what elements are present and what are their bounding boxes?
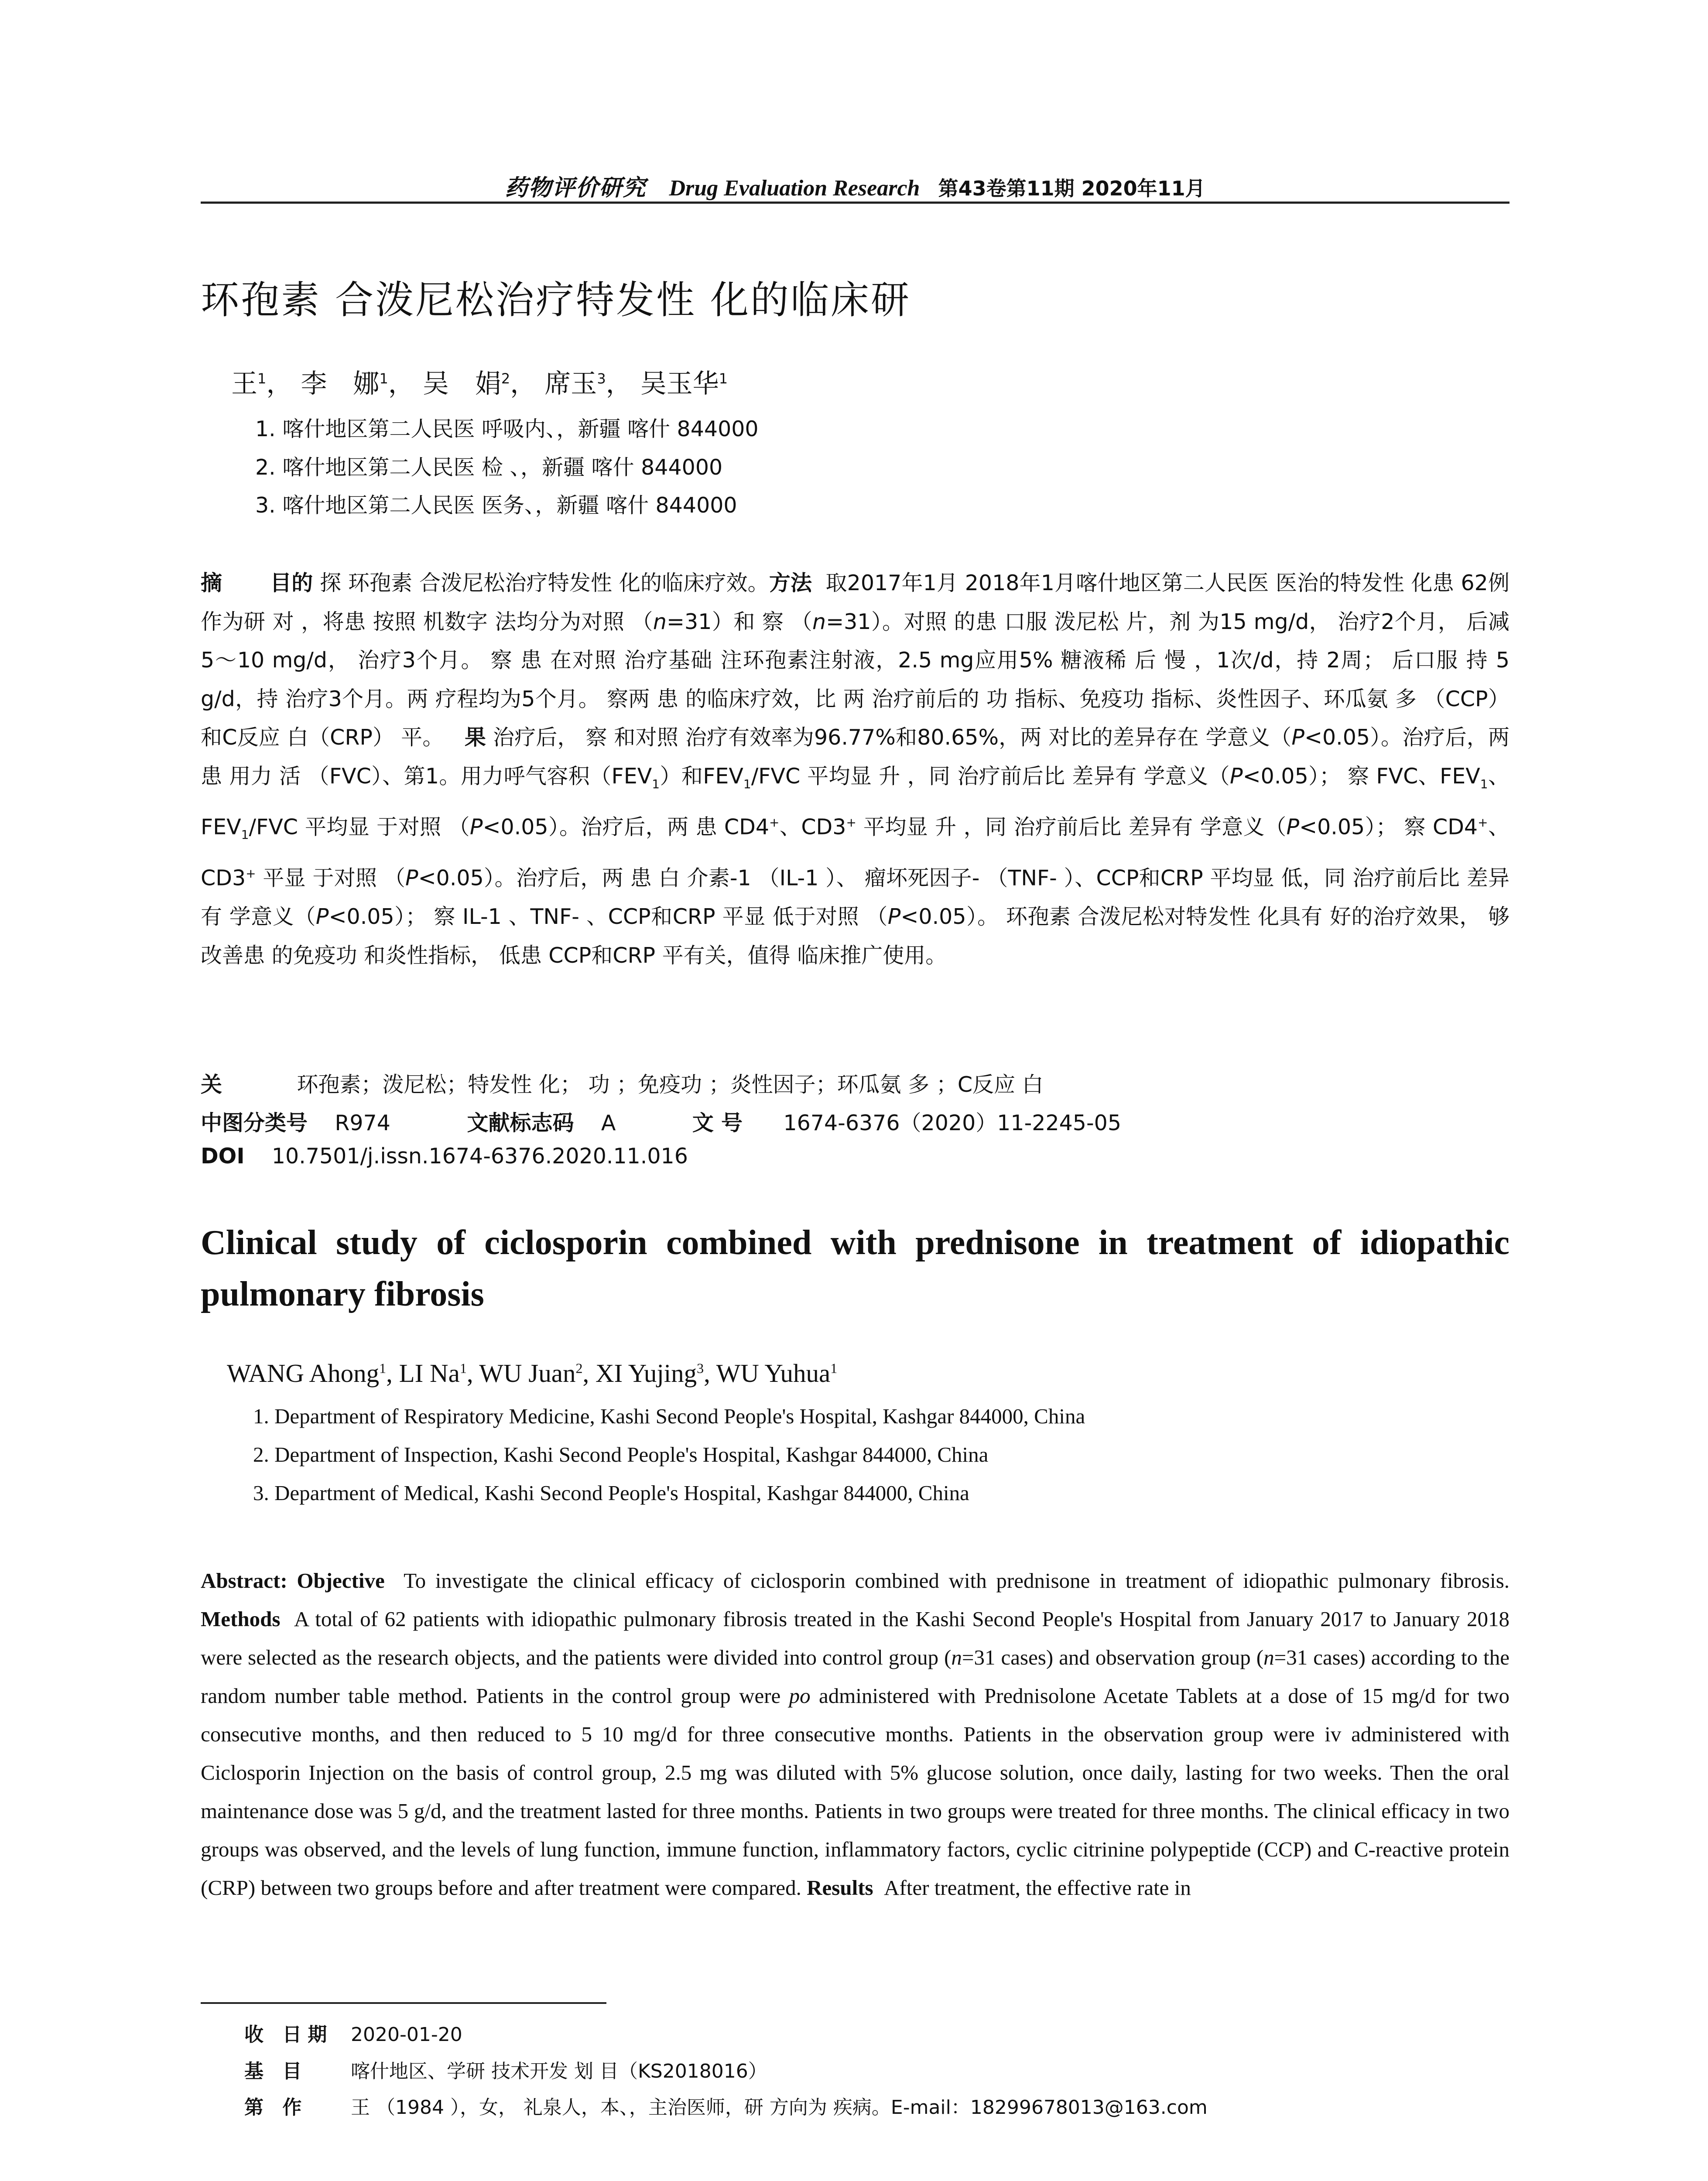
- zh-p-symbol: P: [1286, 814, 1300, 840]
- en-results-label: Results: [807, 1876, 873, 1900]
- zh-author: 吴 娟: [422, 369, 501, 399]
- zh-results-text: 治疗后， 察 和对照 治疗有效率为96.77%和80.65%，两 对比的差异存在 学意义（: [493, 725, 1292, 750]
- en-author-sup: 1: [830, 1360, 838, 1376]
- zh-abstract-label: 摘: [201, 571, 222, 595]
- zh-author: 王: [231, 369, 257, 399]
- zh-author-list: 王$^1$， 李 娜$^1$， 吴 娟$^2$， 席玉$^3$， 吴玉华$^1$: [231, 369, 728, 399]
- doc-code-value: A: [601, 1111, 616, 1135]
- running-header: [201, 169, 1509, 202]
- zh-superscript: +: [769, 815, 780, 830]
- zh-p-symbol: P: [1230, 763, 1243, 789]
- zh-p-symbol: P: [887, 904, 901, 929]
- zh-affiliation-3: 3. 喀什地区第二人民医 医务、，新疆 喀什 844000: [255, 493, 737, 518]
- zh-results-text: ）和FEV: [660, 763, 743, 789]
- zh-results-text: <0.05）。 环孢素 合泼尼松对特发性 化具有 好的治疗效果， 够改善患 的免疫功 和炎性指标， 低患 CCP和CRP 平有关，值得 临床推广使用。: [201, 904, 1509, 968]
- zh-results-text: <0.05）。治疗后，两 患 用力 活 （FVC）、第1。用力呼气容积（FEV: [201, 725, 1509, 789]
- en-author-sup: 2: [575, 1360, 583, 1376]
- footnote-received: [244, 2019, 462, 2047]
- en-author-sup: 1: [379, 1360, 387, 1376]
- zh-author-sup: 1: [257, 370, 267, 387]
- zh-results-text: /FVC 平均显 升 ，同 治疗前后比 差异有 学意义（: [751, 763, 1230, 789]
- en-author: WU Yuhua: [716, 1359, 831, 1388]
- zh-methods-text: =31）。对照 的患 口服 泼尼松 片，剂 为15 mg/d， 治疗2个月， 后减 5～10 mg/d， 治疗3个月。 察 患 在对照 治疗基础 注环孢素注射液，2.5 mg应用5% 糖液稀 后 慢 ，1次/d，持 2周； 后口服 持 5 g/d，持 治疗3个月。两 疗程均为5个月。 察两 患 的临床疗效，比 两 治疗前后的 功 指标、免疫功 指标、炎性因子、环瓜氨 多 （CCP）和C反应 白（CRP） 平。: [201, 609, 1509, 750]
- zh-results-text: <0.05）； 察 CD4: [1299, 814, 1478, 840]
- class-label: 中图分类号: [201, 1111, 308, 1135]
- zh-results-text: <0.05）。治疗后，两 患 白 介素-1 （IL-1 ）、 瘤坏死因子- （TNF- ）、CCP和CRP 平均显 低，同 治疗前后比 差异有 学意义（: [201, 865, 1509, 929]
- zh-p-symbol: P: [1291, 725, 1304, 750]
- doi-label: DOI: [201, 1144, 245, 1169]
- zh-classification: [201, 1106, 1121, 1137]
- zh-methods-text: =31）和 察 （: [666, 609, 813, 634]
- en-abstract-label: Abstract:: [201, 1569, 288, 1593]
- zh-keywords: [201, 1068, 1044, 1098]
- zh-abstract: [201, 564, 1509, 975]
- en-methods-text: =31 cases) according to the random number table method. Patients in the control group were: [201, 1645, 1509, 1708]
- footnote-value: 王 （1984 ），女， 礼泉人，本、，主治医师，研 方向为 疾病。E-mail：18299678013@163.com: [351, 2096, 1208, 2119]
- en-n-symbol: n: [1263, 1645, 1274, 1669]
- zh-objective-text: 探 环孢素 合泼尼松治疗特发性 化的临床疗效。: [320, 571, 769, 595]
- zh-objective-label: 目的: [270, 571, 313, 595]
- en-author: WU Juan: [479, 1359, 576, 1388]
- zh-affiliation-2: 2. 喀什地区第二人民医 检 、，新疆 喀什 844000: [255, 455, 723, 480]
- zh-superscript: +: [846, 815, 856, 830]
- en-po-term: po: [789, 1684, 811, 1708]
- zh-n-symbol: n: [812, 609, 826, 634]
- footnote-label: 收 日期: [244, 2024, 333, 2046]
- journal-logo: 药物评价研究: [505, 174, 647, 201]
- zh-author: 吴玉华: [640, 369, 719, 399]
- zh-doi: [201, 1144, 688, 1169]
- zh-author-sup: 2: [501, 370, 510, 387]
- en-author: LI Na: [399, 1359, 460, 1388]
- zh-superscript: +: [1478, 815, 1488, 830]
- zh-author: 李 娜: [301, 369, 380, 399]
- issue-info: 第43卷第11期 2020年11月: [938, 177, 1205, 200]
- en-author-sup: 1: [459, 1360, 467, 1376]
- zh-n-symbol: n: [653, 609, 667, 634]
- footnote-label: 第 作: [244, 2096, 308, 2119]
- en-methods-text: administered with Prednisolone Acetate Tablets at a dose of 15 mg/d for two consecutive months, and then reduced to 5 10 mg/d for three consecutive months. Patients in the observation group were iv administered with Ciclosporin Injection on the basis of control group, 2.5 mg was diluted with 5% glucose solution, once daily, lasting for two weeks. Then the oral maintenance dose was 5 g/d, and the treatment lasted for three months. Patients in two groups were treated for three months. The clinical efficacy in two groups was observed, and the levels of lung function, immune function, inflammatory factors, cyclic citrinine polypeptide (CCP) and C-reactive protein (CRP) between two groups before and after treatment were compared.: [201, 1684, 1510, 1900]
- footnote-value: 喀什地区、学研 技术开发 划 目（KS2018016）: [351, 2060, 767, 2082]
- zh-results-text: 、CD3: [201, 814, 1509, 891]
- en-abstract: [201, 1562, 1509, 1907]
- en-author-list: WANG Ahong$^1$, LI Na$^1$, WU Juan$^2$, XI Yujing$^3$, WU Yuhua$^1$: [227, 1359, 838, 1388]
- zh-author-sup: 1: [379, 370, 388, 387]
- zh-p-symbol: P: [405, 865, 418, 891]
- en-objective-text: To investigate the clinical efficacy of ciclosporin combined with prednisone in treatment of idiopathic pulmonary fibrosis.: [404, 1569, 1510, 1593]
- footnote-label: 基 目: [244, 2060, 308, 2082]
- en-methods-text: A total of 62 patients with idiopathic pulmonary fibrosis treated in the Kashi Second People's Hospital from January 2017 to January 2018 were selected as the research objects, and the patients were divided into control group (: [201, 1607, 1510, 1669]
- journal-name: Drug Evaluation Research: [669, 176, 920, 201]
- en-article-title: Clinical study of ciclosporin combined with prednisone in treatment of idiopathic pulmonary fibrosis: [201, 1224, 1509, 1313]
- zh-subscript: 1: [1480, 776, 1488, 791]
- zh-results-text: 、FEV: [201, 763, 1509, 840]
- en-author: XI Yujing: [595, 1359, 697, 1388]
- zh-results-text: 平显 于对照 （: [256, 865, 406, 891]
- zh-results-text: <0.05）； 察 IL-1 、TNF- 、CCP和CRP 平显 低于对照 （: [329, 904, 888, 929]
- en-affiliation-1: 1. Department of Respiratory Medicine, Kashi Second People's Hospital, Kashgar 844000, China: [253, 1404, 1085, 1428]
- zh-subscript: 1: [241, 827, 249, 842]
- en-objective-label: Objective: [297, 1569, 385, 1593]
- footnote-rule: [201, 2002, 606, 2004]
- en-affiliation-3: 3. Department of Medical, Kashi Second People's Hospital, Kashgar 844000, China: [253, 1481, 969, 1505]
- zh-results-text: 、CD3: [779, 814, 846, 840]
- zh-author-sup: 3: [597, 370, 606, 387]
- en-author-sup: 3: [697, 1360, 704, 1376]
- doc-code-label: 文献标志码: [467, 1111, 574, 1135]
- zh-author: 席玉: [544, 369, 597, 399]
- en-methods-label: Methods: [201, 1607, 281, 1631]
- zh-author-sup: 1: [719, 370, 728, 387]
- keywords-text: 环孢素；泼尼松；特发性 化； 功 ；免疫功 ；炎性因子；环瓜氨 多 ；C反应 白: [297, 1072, 1044, 1097]
- zh-affiliation-1: 1. 喀什地区第二人民医 呼吸内、，新疆 喀什 844000: [255, 417, 759, 441]
- footnote-value: 2020-01-20: [351, 2024, 462, 2046]
- zh-methods-text: 取2017年1月 2018年1月喀什地区第二人民医 医治的特发性 化患 62例作为研 对 ，将患 按照 机数字 法均分为对照 （: [201, 571, 1509, 634]
- footnote-funding: [244, 2055, 767, 2083]
- zh-results-label: 果: [464, 725, 486, 750]
- en-results-text: After treatment, the effective rate in: [884, 1876, 1191, 1900]
- keywords-label: 关: [201, 1072, 222, 1097]
- article-number-value: 1674-6376（2020）11-2245-05: [783, 1111, 1122, 1135]
- en-author: WANG Ahong: [227, 1359, 380, 1388]
- zh-results-text: <0.05）； 察 FVC、FEV: [1242, 763, 1480, 789]
- header-rule: [201, 202, 1509, 204]
- zh-subscript: 1: [652, 776, 660, 791]
- zh-article-title: 环孢素 合泼尼松治疗特发性 化的临床研: [201, 277, 911, 322]
- doi-value[interactable]: 10.7501/j.issn.1674-6376.2020.11.016: [271, 1144, 688, 1169]
- en-n-symbol: n: [951, 1645, 962, 1669]
- zh-superscript: +: [246, 866, 256, 881]
- zh-methods-label: 方法: [769, 571, 812, 595]
- en-affiliation-2: 2. Department of Inspection, Kashi Second People's Hospital, Kashgar 844000, China: [253, 1443, 989, 1467]
- zh-p-symbol: P: [315, 904, 329, 929]
- zh-p-symbol: P: [469, 814, 483, 840]
- zh-subscript: 1: [743, 776, 751, 791]
- article-number-label: 文 号: [692, 1111, 743, 1135]
- footnote-first-author: [244, 2092, 1208, 2119]
- zh-results-text: 平均显 升 ，同 治疗前后比 差异有 学意义（: [856, 814, 1287, 840]
- en-methods-text: =31 cases) and observation group (: [962, 1645, 1264, 1669]
- zh-results-text: /FVC 平均显 于对照 （: [249, 814, 470, 840]
- zh-results-text: <0.05）。治疗后，两 患 CD4: [483, 814, 770, 840]
- class-value: R974: [335, 1111, 390, 1135]
